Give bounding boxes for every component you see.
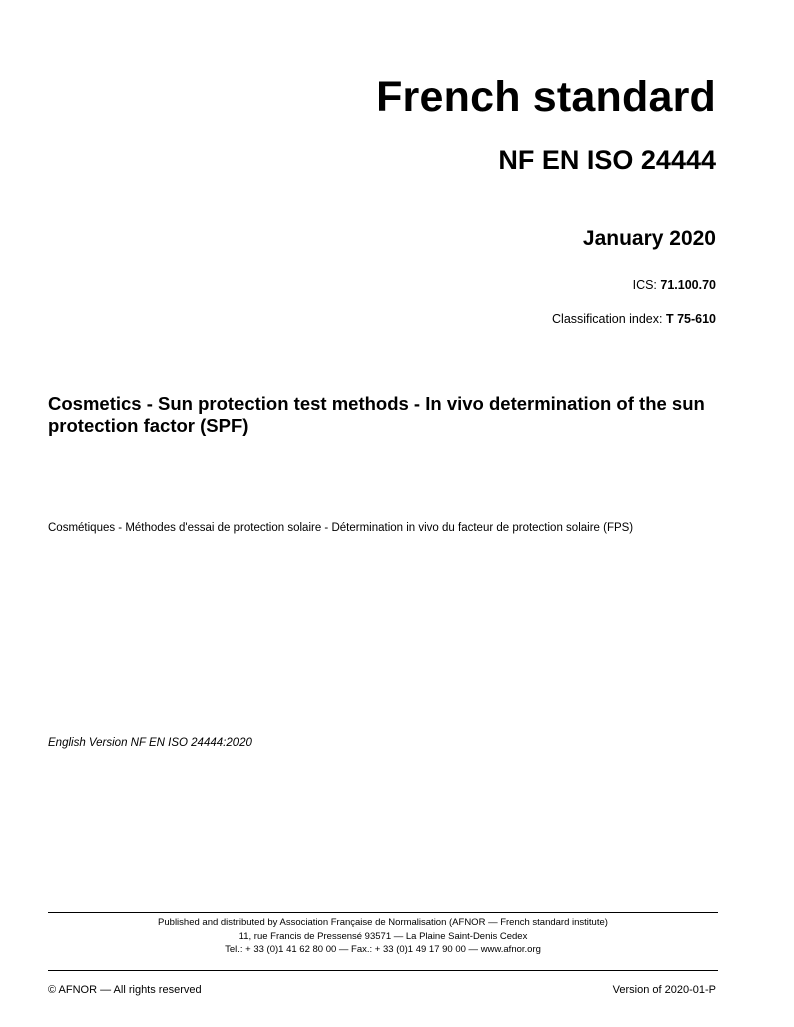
publication-date: January 2020 [582, 227, 716, 250]
publisher-address: 11, rue Francis de Pressensé 93571 — La Plaine Saint-Denis Cedex [238, 930, 528, 942]
copyright-notice: © AFNOR — All rights reserved [48, 984, 202, 996]
ics-line [633, 277, 716, 293]
version-label: Version of 2020-01-P [612, 984, 716, 996]
classification-value: T 75-610 [665, 312, 716, 326]
classification-line [552, 311, 716, 327]
footer-divider-top [48, 912, 718, 913]
document-type-heading: French standard [376, 73, 716, 121]
ics-value: 71.100.70 [660, 278, 716, 292]
version-note: English Version NF EN ISO 24444:2020 [48, 737, 252, 749]
french-title: Cosmétiques - Méthodes d'essai de protection solaire - Détermination in vivo du facteur de protection solaire (FPS) [48, 522, 634, 534]
publisher-block [48, 916, 718, 957]
standard-reference: NF EN ISO 24444 [498, 145, 716, 175]
publisher-line: Published and distributed by Association Française de Normalisation (AFNOR — French standard institute) [158, 917, 608, 928]
publisher-contact: Tel.: + 33 (0)1 41 62 80 00 — Fax.: + 33 (0)1 49 17 90 00 — www.afnor.org [225, 944, 541, 955]
classification-label: Classification index: [552, 312, 663, 326]
footer-divider-bottom [48, 970, 718, 971]
english-title: Cosmetics - Sun protection test methods - In vivo determination of the sun protection factor (SPF) [48, 393, 705, 436]
ics-label: ICS: [632, 278, 657, 292]
